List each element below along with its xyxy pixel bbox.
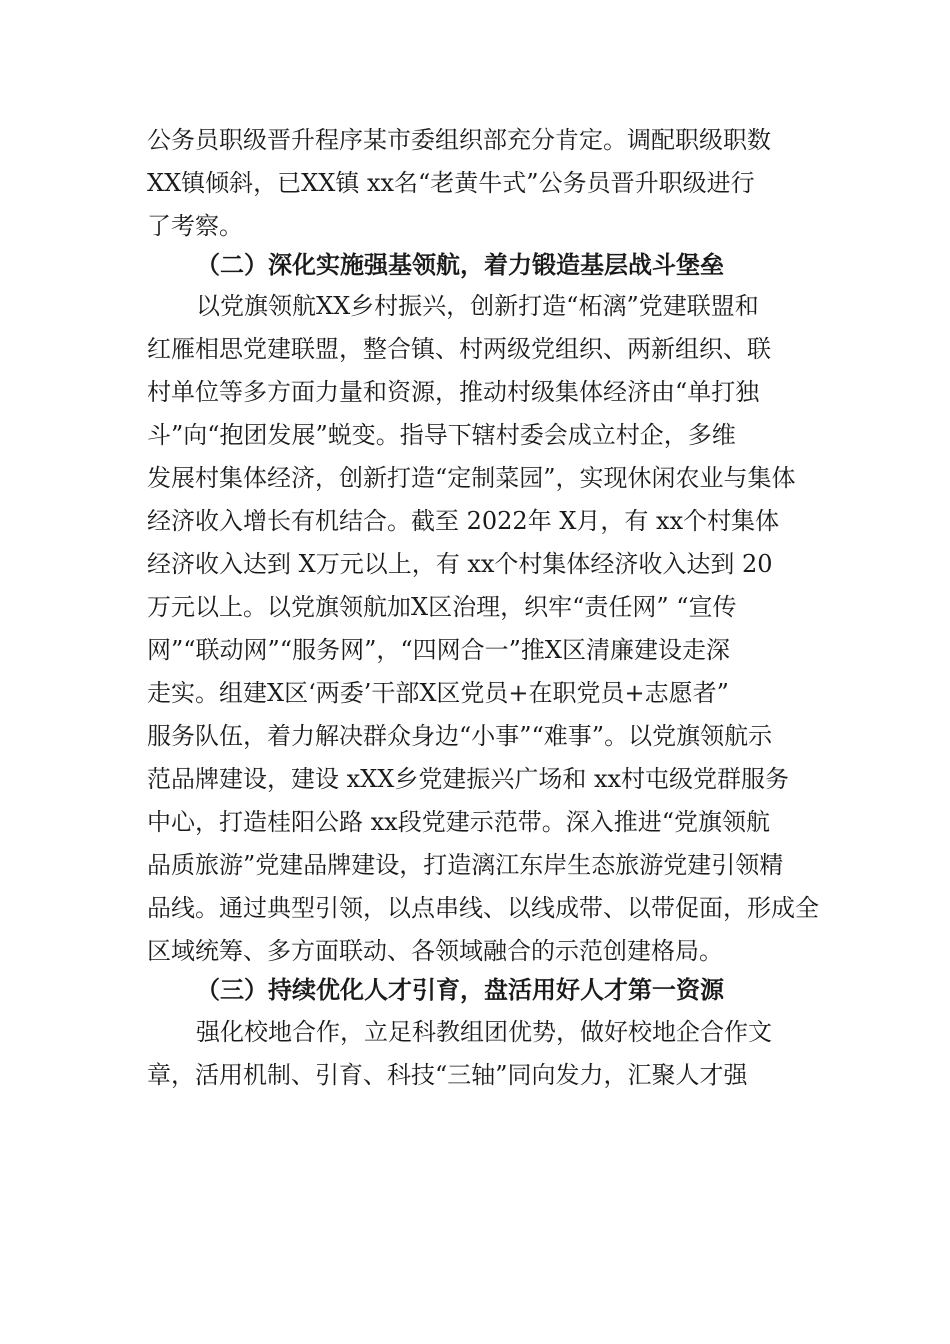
body-line: 品线。通过典型引领，以点串线、以线成带、以带促面，形成全 <box>147 894 819 922</box>
section-heading-3: （三）持续优化人才引育，盘活用好人才第一资源 <box>196 975 724 1004</box>
body-line: 章，活用机制、引育、科技“三轴”同向发力，汇聚人才强 <box>147 1061 748 1089</box>
body-line: 村单位等多方面力量和资源，推动村级集体经济由“单打独 <box>147 378 760 406</box>
body-line: 中心，打造桂阳公路 xx段党建示范带。深入推进“党旗领航 <box>147 808 770 836</box>
body-line: 红雁相思党建联盟，整合镇、村两级党组织、两新组织、联 <box>147 335 771 363</box>
body-line: 了考察。 <box>147 212 243 240</box>
body-line: 发展村集体经济，创新打造“定制菜园”，实现休闲农业与集体 <box>147 464 796 492</box>
body-line: 以党旗领航XX乡村振兴，创新打造“柘漓”党建联盟和 <box>196 292 759 320</box>
body-line: 公务员职级晋升程序某市委组织部充分肯定。调配职级职数 <box>147 126 771 154</box>
body-line: XX镇倾斜，已XX镇 xx名“老黄牛式”公务员晋升职级进行 <box>147 169 755 197</box>
body-line: 区域统筹、多方面联动、各领域融合的示范创建格局。 <box>147 937 723 965</box>
body-line: 强化校地合作，立足科教组团优势，做好校地企合作文 <box>196 1018 772 1046</box>
body-line: 经济收入增长有机结合。截至 2022年 X月，有 xx个村集体 <box>147 507 780 535</box>
body-line: 网”“联动网”“服务网”，“四网合一”推X区清廉建设走深 <box>147 636 730 664</box>
body-line: 服务队伍，着力解决群众身边“小事”“难事”。以党旗领航示 <box>147 722 773 750</box>
body-line: 万元以上。以党旗领航加X区治理，织牢“责任网” “宣传 <box>147 593 737 621</box>
body-line: 经济收入达到 X万元以上，有 xx个村集体经济收入达到 20 <box>147 550 773 578</box>
body-line: 范品牌建设，建设 xXX乡党建振兴广场和 xx村屯级党群服务 <box>147 765 790 793</box>
body-line: 斗”向“抱团发展”蜕变。指导下辖村委会成立村企，多维 <box>147 421 736 449</box>
body-line: 走实。组建X区‘两委’干部X区党员+在职党员+志愿者” <box>147 679 729 707</box>
section-heading-2: （二）深化实施强基领航，着力锻造基层战斗堡垒 <box>196 250 724 279</box>
body-line: 品质旅游”党建品牌建设，打造漓江东岸生态旅游党建引领精 <box>147 851 784 879</box>
